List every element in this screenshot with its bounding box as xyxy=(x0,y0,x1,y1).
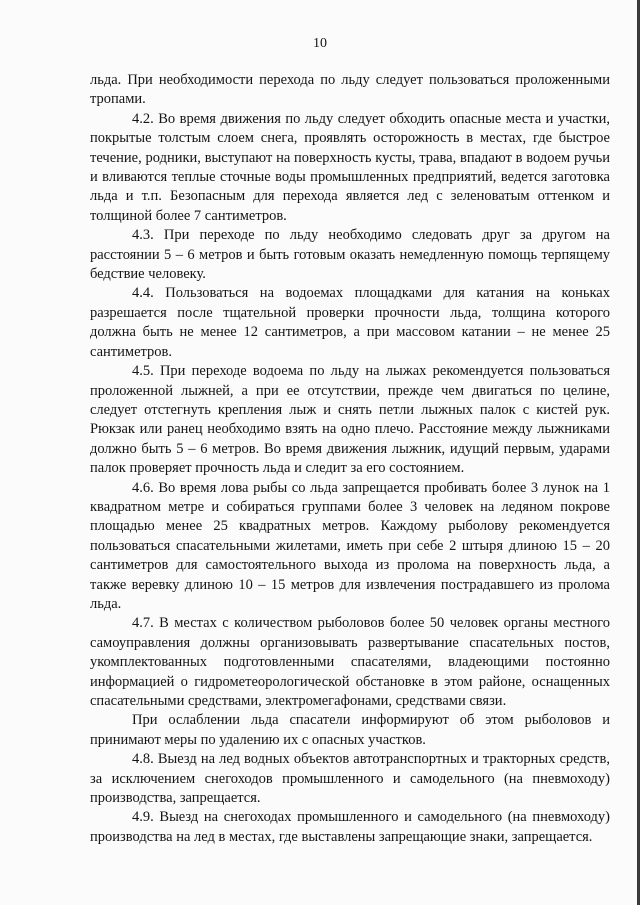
paragraph-4-9: 4.9. Выезд на снегоходах промышленного и самодельного (на пневмоходу) производства на лед в местах, где выставлены запрещающие знаки, запрещается. xyxy=(90,809,610,845)
page-number: 10 xyxy=(313,36,327,51)
paragraph-4-7: 4.7. В местах с количеством рыболовов более 50 человек органы местного самоуправления должны организовывать развертывание спасательных постов, укомплектованных подготовленными спасателями, владеющими постоянно информацией о гидрометеорологической обстановке в этом районе, оснащенных спасательными средствами, электромегафонами, средствами связи. xyxy=(90,615,610,709)
paragraph-4-8: 4.8. Выезд на лед водных объектов автотранспортных и тракторных средств, за исключением снегоходов промышленного и самодельного (на пневмоходу) производства, запрещается. xyxy=(90,751,610,807)
paragraph-continuation: льда. При необходимости перехода по льду следует пользоваться проложенными тропами. xyxy=(90,72,610,108)
paragraph-4-6: 4.6. Во время лова рыбы со льда запрещается пробивать более 3 лунок на 1 квадратном метре и собираться группами более 3 человек на ледяном покрове площадью менее 25 квадратных метров. Каждому рыболову рекомендуется пользоваться спасательными жилетами, иметь при себе 2 штыря длиною 15 – 20 сантиметров для самостоятельного выхода из пролома на поверхность льда, а также веревку длиною 10 – 15 метров для извлечения пострадавшего из пролома льда. xyxy=(90,479,610,612)
paragraph-4-7-note: При ослаблении льда спасатели информируют об этом рыболовов и принимают меры по удалению их с опасных участков. xyxy=(90,712,610,748)
document-body xyxy=(90,71,610,847)
paragraph-4-3: 4.3. При переходе по льду необходимо следовать друг за другом на расстоянии 5 – 6 метров и быть готовым оказать немедленную помощь терпящему бедствие человеку. xyxy=(90,227,610,283)
paragraph-4-2: 4.2. Во время движения по льду следует обходить опасные места и участки, покрытые толстым слоем снега, проявлять осторожность в местах, где быстрое течение, родники, выступают на поверхность кусты, трава, впадают в водоем ручьи и вливаются теплые сточные воды промышленных предприятий, ведется заготовка льда и т.п. Безопасным для перехода является лед с зеленоватым оттенком и толщиной более 7 сантиметров. xyxy=(90,110,610,224)
paragraph-4-5: 4.5. При переходе водоема по льду на лыжах рекомендуется пользоваться проложенной лыжней, а при ее отсутствии, прежде чем двигаться по целине, следует отстегнуть крепления лыж и снять петли лыжных палок с кистей рук. Рюкзак или ранец необходимо взять на одно плечо. Расстояние между лыжниками должно быть 5 – 6 метров. Во время движения лыжник, идущий первым, ударами палок проверяет прочность льда и следит за его состоянием. xyxy=(90,363,610,477)
paragraph-4-4: 4.4. Пользоваться на водоемах площадками для катания на коньках разрешается после тщательной проверки прочности льда, толщина которого должна быть не менее 12 сантиметров, а при массовом катании – не менее 25 сантиметров. xyxy=(90,285,610,360)
